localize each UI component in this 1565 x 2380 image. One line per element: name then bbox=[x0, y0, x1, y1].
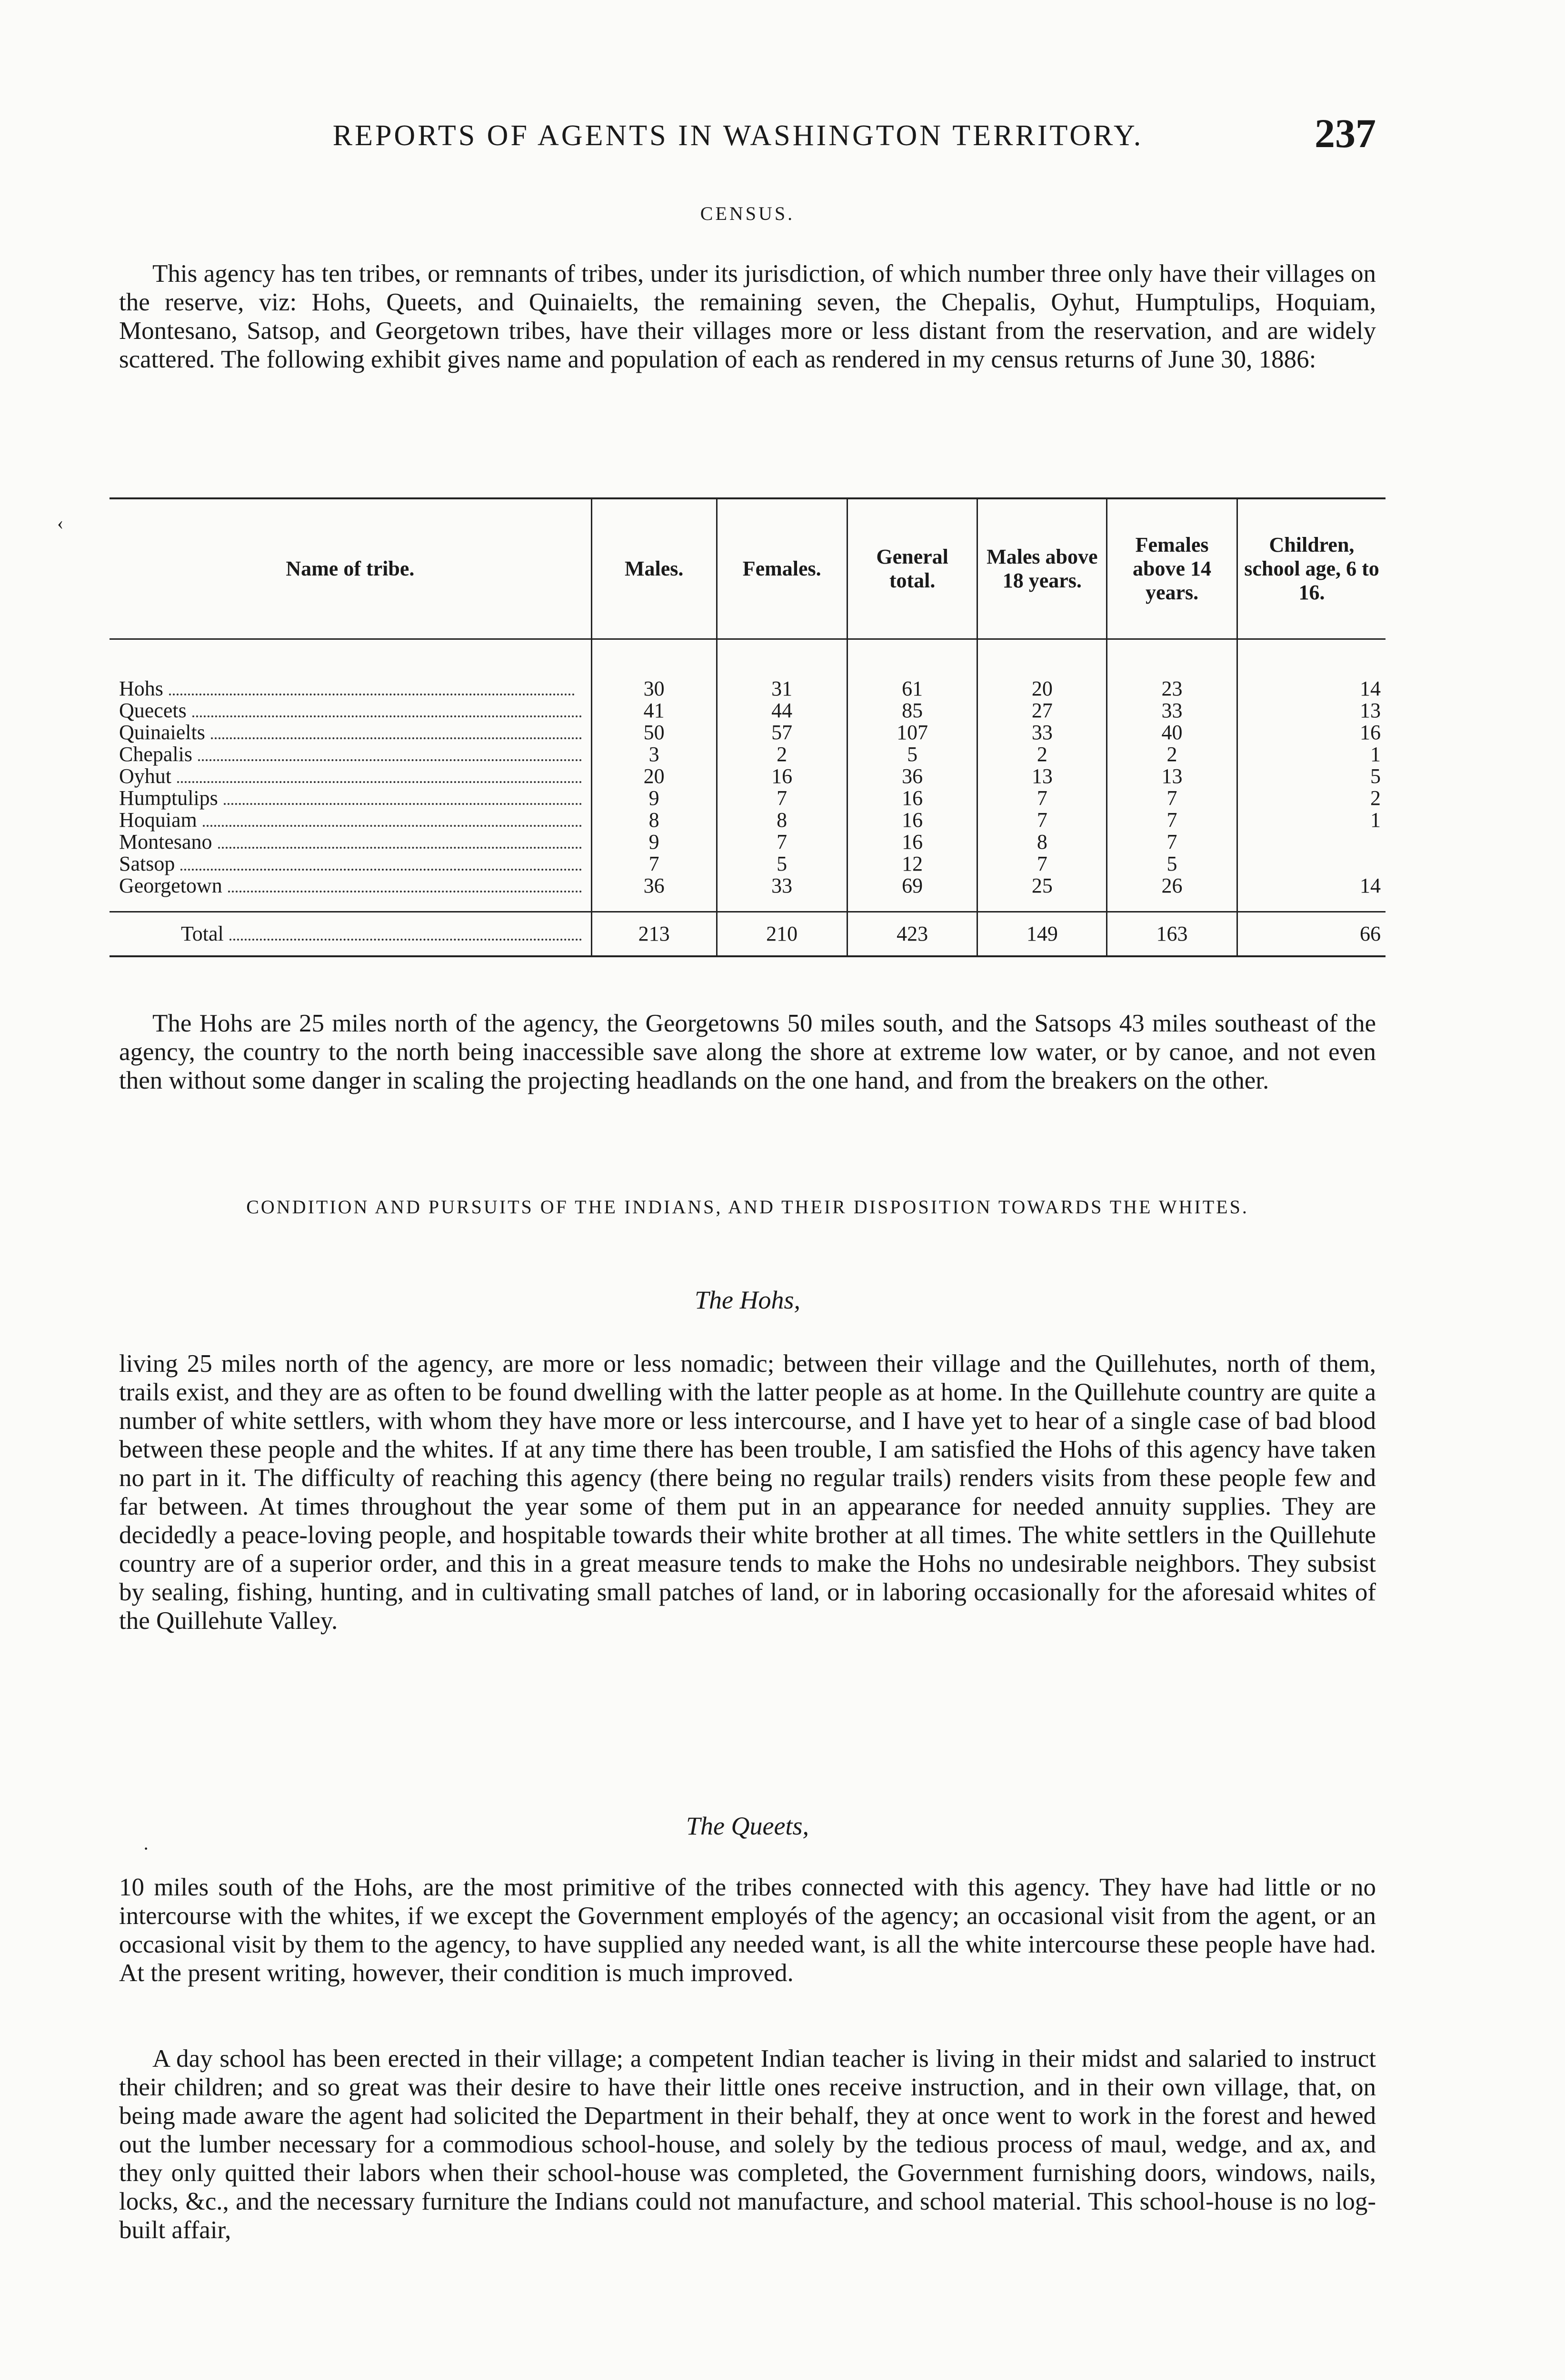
table-row bbox=[110, 744, 1386, 765]
col-header-females14: Females above 14 years. bbox=[1107, 498, 1237, 639]
cell-males: 41 bbox=[591, 700, 717, 722]
margin-mark: ‹ bbox=[57, 512, 64, 534]
col-header-name: Name of tribe. bbox=[286, 557, 415, 580]
cell-children: 13 bbox=[1237, 700, 1386, 722]
cell-females: 44 bbox=[717, 700, 847, 722]
cell-children: 14 bbox=[1237, 639, 1386, 700]
tribe-name: Chepalis bbox=[110, 744, 591, 765]
cell-females: 5 bbox=[717, 853, 847, 875]
table-row bbox=[110, 722, 1386, 744]
cell-females: 31 bbox=[717, 639, 847, 700]
cell-children: 16 bbox=[1237, 722, 1386, 744]
census-table-header bbox=[110, 498, 1386, 639]
cell-females: 16 bbox=[717, 765, 847, 787]
cell-males18: 33 bbox=[977, 722, 1107, 744]
table-row bbox=[110, 787, 1386, 809]
cell-males: 7 bbox=[591, 853, 717, 875]
cell-females14: 26 bbox=[1107, 875, 1237, 912]
cell-females: 57 bbox=[717, 722, 847, 744]
cell-total: 36 bbox=[847, 765, 977, 787]
total-males: 213 bbox=[591, 912, 717, 957]
cell-total: 107 bbox=[847, 722, 977, 744]
running-head bbox=[119, 109, 1376, 162]
tribe-name: Hohs bbox=[110, 639, 591, 700]
cell-children: 1 bbox=[1237, 744, 1386, 765]
cell-females14: 5 bbox=[1107, 853, 1237, 875]
cell-children: 2 bbox=[1237, 787, 1386, 809]
cell-females: 7 bbox=[717, 787, 847, 809]
cell-total: 61 bbox=[847, 639, 977, 700]
cell-males18: 13 bbox=[977, 765, 1107, 787]
col-header-males18: Males above 18 years. bbox=[977, 498, 1107, 639]
cell-males: 20 bbox=[591, 765, 717, 787]
cell-males18: 8 bbox=[977, 831, 1107, 853]
cell-total: 16 bbox=[847, 787, 977, 809]
cell-females14: 7 bbox=[1107, 787, 1237, 809]
cell-males18: 7 bbox=[977, 853, 1107, 875]
cell-children: 5 bbox=[1237, 765, 1386, 787]
table-row bbox=[110, 765, 1386, 787]
tribe-name: Humptulips bbox=[110, 787, 591, 809]
cell-females: 8 bbox=[717, 809, 847, 831]
cell-males18: 25 bbox=[977, 875, 1107, 912]
tribe-name: Oyhut bbox=[110, 765, 591, 787]
cell-males18: 7 bbox=[977, 787, 1107, 809]
hohs-text: living 25 miles north of the agency, are more or less nomadic; between their village and the Quillehutes, north of them, trails exist, and they are as often to be found dwelling with the latter people as at home. In the Quillehute country are quite a number of white settlers, with whom they have more or less intercourse, and I have yet to hear of a single case of bad blood between these people and the whites. If at any time there has been trouble, I am satisfied the Hohs of this agency have taken no part in it. The difficulty of reaching this agency (there being no regular trails) renders visits from these people few and far between. At times throughout the year some of them put in an appearance for needed annuity supplies. They are decidedly a peace-loving people, and hospitable towards their white brother at all times. The white settlers in the Quillehute country are of a superior order, and this in a great measure tends to make the Hohs no undesirable neighbors. They subsist by sealing, fishing, hunting, and in cultivating small patches of land, or in laboring occasionally for the aforesaid whites of the Quillehute Valley. bbox=[119, 1350, 1376, 1635]
table-row bbox=[110, 700, 1386, 722]
col-header-males: Males. bbox=[591, 498, 717, 639]
total-label: Total bbox=[110, 912, 591, 957]
cell-males18: 2 bbox=[977, 744, 1107, 765]
tribe-name: Montesano bbox=[110, 831, 591, 853]
cell-total: 85 bbox=[847, 700, 977, 722]
cell-males18: 27 bbox=[977, 700, 1107, 722]
col-header-children: Children, school age, 6 to 16. bbox=[1237, 498, 1386, 639]
cell-males: 9 bbox=[591, 787, 717, 809]
cell-females14: 7 bbox=[1107, 831, 1237, 853]
total-males18: 149 bbox=[977, 912, 1107, 957]
tribe-name: Georgetown bbox=[110, 875, 591, 912]
cell-females: 2 bbox=[717, 744, 847, 765]
queets-text-2: A day school has been erected in their village; a competent Indian teacher is living in their midst and salaried to instruct their children; and so great was their desire to have their little ones receive instruction, and in their own village, that, on being made aware the agent had solicited the Department in their behalf, they at once went to work in the forest and hewed out the lumber necessary for a commodious school-house, and solely by the tedious process of maul, wedge, and ax, and they only quitted their labors when their school-house was completed, the Government furnishing doors, windows, nails, locks, &c., and the necessary furniture the Indians could not manufacture, and school material. This school-house is no log-built affair, bbox=[119, 2045, 1376, 2244]
page-number: 237 bbox=[1315, 110, 1376, 156]
cell-females14: 2 bbox=[1107, 744, 1237, 765]
table-row bbox=[110, 853, 1386, 875]
cell-males: 36 bbox=[591, 875, 717, 912]
table-row bbox=[110, 809, 1386, 831]
cell-females14: 40 bbox=[1107, 722, 1237, 744]
census-after-table: The Hohs are 25 miles north of the agency, the Georgetowns 50 miles south, and the Satsops 43 miles southeast of the agency, the country to the north being inaccessible save along the shore at extreme low water, or by canoe, and not even then without some danger in scaling the projecting headlands on the one hand, and from the breakers on the other. bbox=[119, 1010, 1376, 1094]
cell-males18: 20 bbox=[977, 639, 1107, 700]
cell-males: 9 bbox=[591, 831, 717, 853]
tribe-name: Hoquiam bbox=[110, 809, 591, 831]
cell-total: 69 bbox=[847, 875, 977, 912]
hohs-title: The Hohs, bbox=[694, 1286, 800, 1314]
margin-mark-2: · bbox=[143, 1838, 150, 1859]
census-table bbox=[110, 497, 1386, 991]
running-title: REPORTS OF AGENTS IN WASHINGTON TERRITORY. bbox=[332, 119, 1144, 152]
cell-males18: 7 bbox=[977, 809, 1107, 831]
cell-females14: 33 bbox=[1107, 700, 1237, 722]
queets-text: 10 miles south of the Hohs, are the most primitive of the tribes connected with this agency. They have had little or no intercourse with the whites, if we except the Government employés of the agency; an occasional visit from the agent, or an occasional visit by them to the agency, to have supplied any needed want, is all the white intercourse these people have had. At the present writing, however, their condition is much improved. bbox=[119, 1874, 1376, 1987]
cell-total: 16 bbox=[847, 809, 977, 831]
cell-children bbox=[1237, 853, 1386, 875]
condition-heading: CONDITION AND PURSUITS OF THE INDIANS, AND THEIR DISPOSITION TOWARDS THE WHITES. bbox=[246, 1196, 1249, 1218]
total-children: 66 bbox=[1237, 912, 1386, 957]
tribe-name: Quinaielts bbox=[110, 722, 591, 744]
cell-females: 7 bbox=[717, 831, 847, 853]
cell-females: 33 bbox=[717, 875, 847, 912]
col-header-females: Females. bbox=[717, 498, 847, 639]
census-heading: CENSUS. bbox=[700, 203, 795, 224]
total-row bbox=[110, 912, 1386, 957]
table-row bbox=[110, 875, 1386, 912]
cell-males: 3 bbox=[591, 744, 717, 765]
cell-total: 16 bbox=[847, 831, 977, 853]
cell-children bbox=[1237, 831, 1386, 853]
cell-total: 12 bbox=[847, 853, 977, 875]
queets-title: The Queets, bbox=[686, 1812, 809, 1840]
cell-children: 14 bbox=[1237, 875, 1386, 912]
total-females14: 163 bbox=[1107, 912, 1237, 957]
total-total: 423 bbox=[847, 912, 977, 957]
table-row bbox=[110, 639, 1386, 700]
tribe-name: Quecets bbox=[110, 700, 591, 722]
cell-females14: 23 bbox=[1107, 639, 1237, 700]
cell-total: 5 bbox=[847, 744, 977, 765]
cell-males: 50 bbox=[591, 722, 717, 744]
table-row bbox=[110, 831, 1386, 853]
cell-females14: 13 bbox=[1107, 765, 1237, 787]
census-intro: This agency has ten tribes, or remnants of tribes, under its jurisdiction, of which number three only have their villages on the reserve, viz: Hohs, Queets, and Quinaielts, the remaining seven, the Chepalis, Oyhut, Humptulips, Hoquiam, Montesano, Satsop, and Georgetown tribes, have their villages more or less distant from the reservation, and are widely scattered. The following exhibit gives name and population of each as rendered in my census returns of June 30, 1886: bbox=[119, 260, 1376, 373]
total-females: 210 bbox=[717, 912, 847, 957]
cell-females14: 7 bbox=[1107, 809, 1237, 831]
cell-males: 8 bbox=[591, 809, 717, 831]
cell-children: 1 bbox=[1237, 809, 1386, 831]
cell-males: 30 bbox=[591, 639, 717, 700]
tribe-name: Satsop bbox=[110, 853, 591, 875]
col-header-total: General total. bbox=[847, 498, 977, 639]
